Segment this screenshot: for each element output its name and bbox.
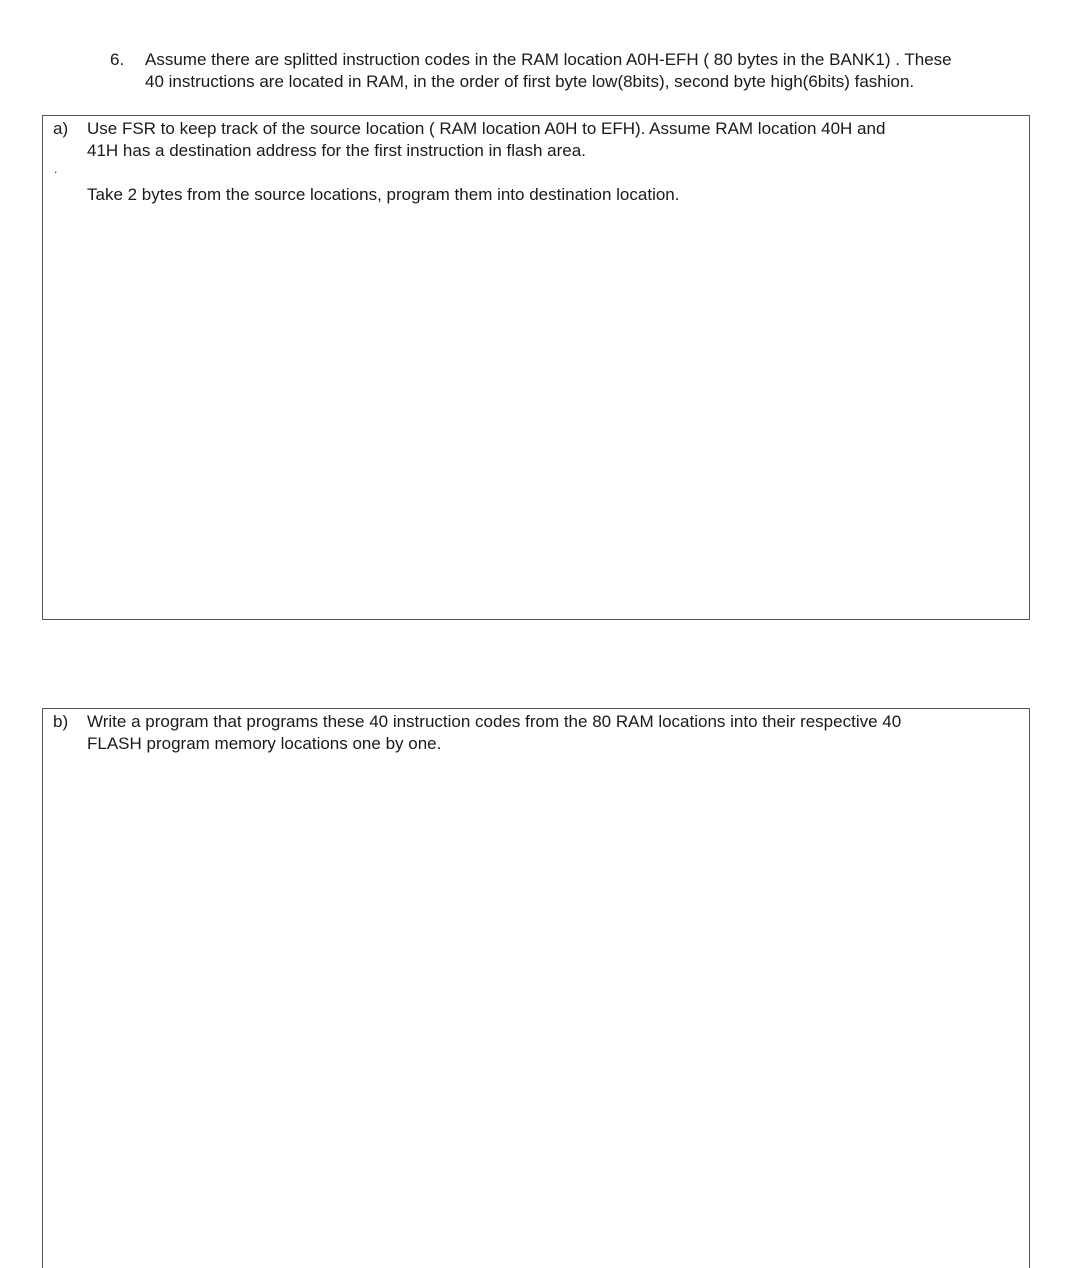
part-a-label: a) [53,119,69,138]
question-text [145,49,1060,93]
question-line-1: Assume there are splitted instruction codes in the RAM location A0H-EFH ( 80 bytes in the BANK1) . These [145,50,952,69]
part-b-line-1: Write a program that programs these 40 instruction codes from the 80 RAM locations into their respective 40 [87,712,902,731]
part-b-label: b) [53,712,69,731]
part-a-instruction: Take 2 bytes from the source locations, program them into destination location. [87,185,680,204]
answer-box-b[interactable] [42,708,1030,1268]
part-a-line-2: 41H has a destination address for the first instruction in flash area. [87,141,586,160]
question-line-2: 40 instructions are located in RAM, in the order of first byte low(8bits), second byte high(6bits) fashion. [145,72,915,91]
part-b-line-2: FLASH program memory locations one by one. [87,734,442,753]
question-number: 6. [110,50,125,69]
part-b-text [87,711,1017,755]
part-a-line-1: Use FSR to keep track of the source location ( RAM location A0H to EFH). Assume RAM location 40H and [87,119,886,138]
part-a-text [87,118,1017,162]
part-a-marker: . [54,162,58,176]
answer-box-a[interactable] [42,115,1030,620]
